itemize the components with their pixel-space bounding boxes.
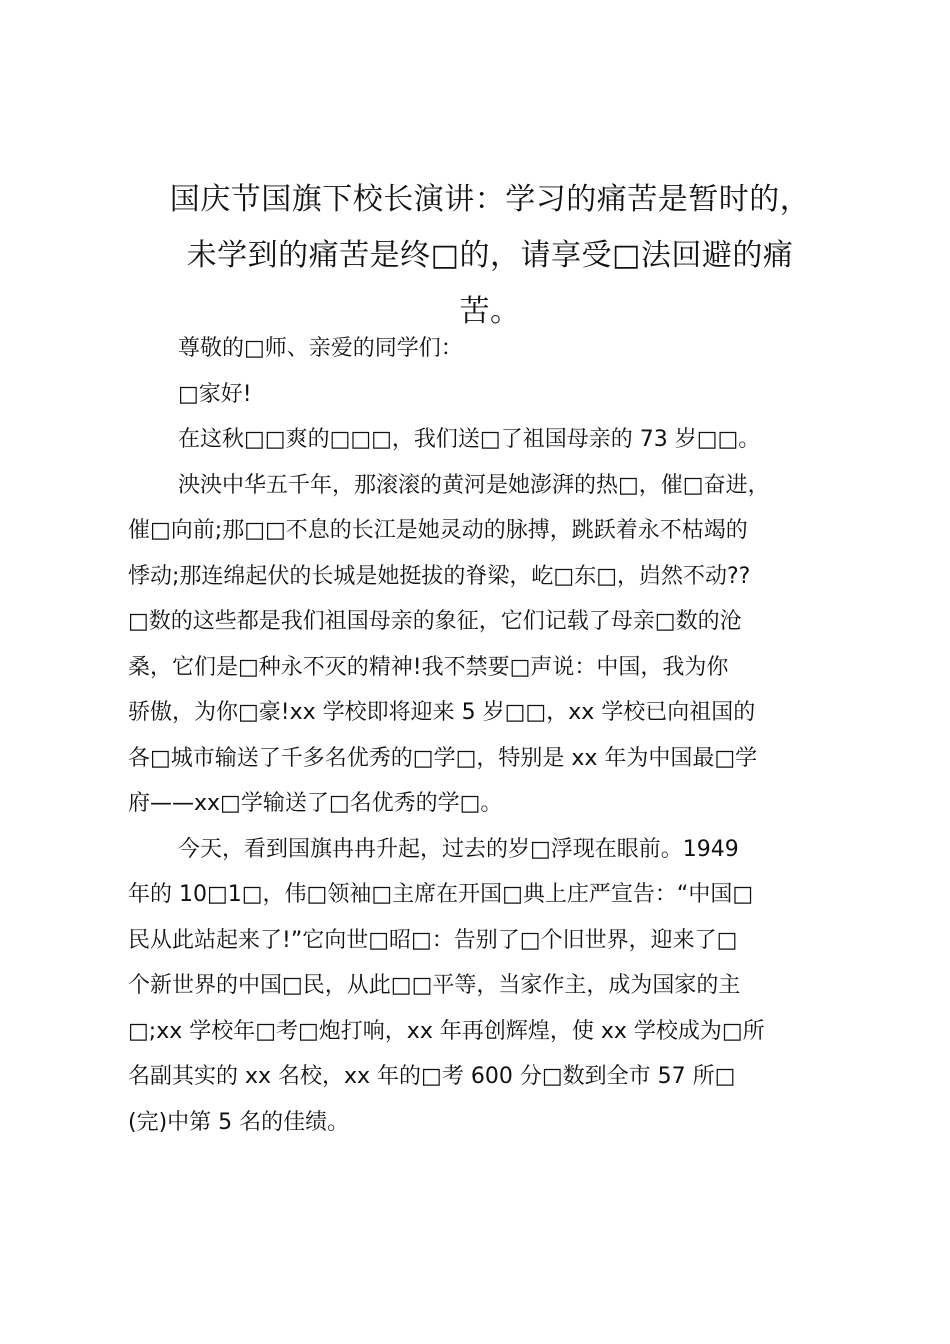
paragraph [128,827,838,1146]
greeting [128,372,838,418]
text-line: 今天，看到国旗冉冉升起，过去的岁□浮现在眼前。1949 [178,836,739,862]
text-line: 年的 10□1□，伟□领袖□主席在开国□典上庄严宣告：“中国□ [128,882,754,907]
text-line: 泱泱中华五千年，那滚滚的黄河是她澎湃的热□，催□奋进， [178,472,770,498]
text-line: 骄傲，为你□豪!xx 学校即将迎来 5 岁□□，xx 学校已向祖国的 [128,700,756,725]
text-line: 悸动;那连绵起伏的长城是她挺拔的脊梁，屹□东□，岿然不动?? [128,563,751,589]
text-line: 名副其实的 xx 名校，xx 年的□考 600 分□数到全市 57 所□ [128,1064,736,1089]
text-line: 尊敬的□师、亲爱的同学们： [178,336,463,361]
title-line: 国庆节国旗下校长演讲：学习的痛苦是暂时的， [169,182,811,217]
text-line: (完)中第 5 名的佳绩。 [128,1109,350,1135]
title-line: 苦。 [459,294,521,329]
text-line: □数的这些都是我们祖国母亲的象征，它们记载了母亲□数的沧 [128,609,742,634]
text-line: 府——xx□学输送了□名优秀的学□。 [128,791,503,816]
text-line: 民从此站起来了!”它向世□昭□：告别了□个旧世界，迎来了□ [128,927,738,953]
text-line: 催□向前;那□□不息的长江是她灵动的脉搏，跳跃着永不枯竭的 [128,518,748,543]
text-line: 各□城市输送了千多名优秀的□学□，特别是 xx 年为中国最□学 [128,745,758,771]
title-line: 未学到的痛苦是终□的，请享受□法回避的痛 [186,238,794,273]
paragraph [128,463,838,827]
document-title [120,172,860,340]
text-line: □家好! [178,381,252,407]
text-line: □;xx 学校年□考□炮打响，xx 年再创辉煌，使 xx 学校成为□所 [128,1018,765,1044]
document-body [128,326,838,1145]
salutation [128,326,838,372]
text-line: 在这秋□□爽的□□□，我们送□了祖国母亲的 73 岁□□。 [178,427,761,452]
paragraph [128,417,838,463]
text-line: 个新世界的中国□民，从此□□平等，当家作主，成为国家的主 [128,973,741,998]
text-line: 桑，它们是□种永不灭的精神!我不禁要□声说：中国，我为你 [128,654,729,680]
